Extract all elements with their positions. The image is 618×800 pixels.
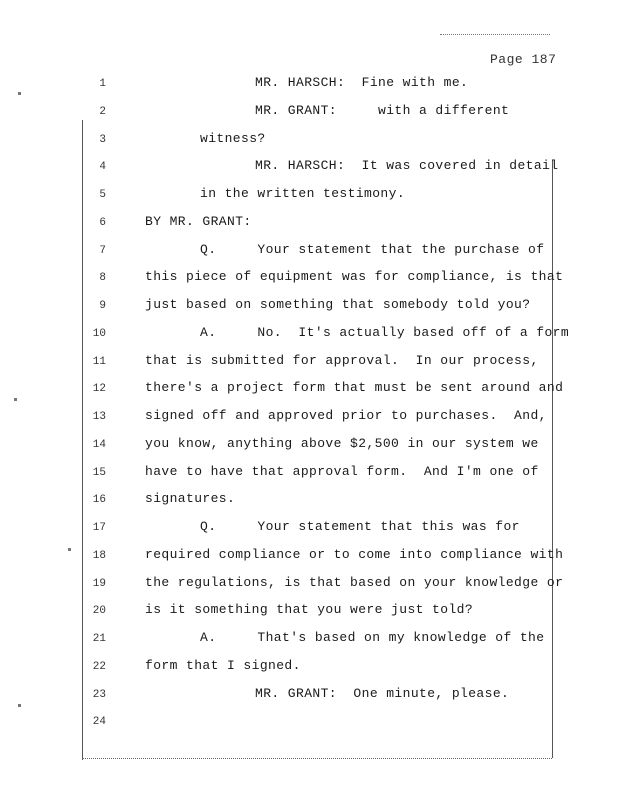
line-text: A. That's based on my knowledge of the <box>200 630 545 645</box>
transcript-line <box>0 408 618 428</box>
line-text: signatures. <box>145 491 236 506</box>
line-number: 8 <box>99 272 106 284</box>
line-number: 13 <box>92 411 106 423</box>
page-number: Page 187 <box>490 52 557 67</box>
line-text: in the written testimony. <box>200 186 406 201</box>
line-number: 17 <box>92 522 106 534</box>
line-number: 19 <box>92 578 106 590</box>
line-number: 12 <box>92 383 106 395</box>
header-scan-mark <box>440 34 550 37</box>
line-text: have to have that approval form. And I'm one of <box>145 464 539 479</box>
line-number: 3 <box>99 134 106 146</box>
line-number: 6 <box>99 217 106 229</box>
line-text: signed off and approved prior to purchases. And, <box>145 408 547 423</box>
line-number: 16 <box>92 494 106 506</box>
line-number: 11 <box>92 356 106 368</box>
transcript-line <box>0 380 618 400</box>
line-text: witness? <box>200 131 266 146</box>
transcript-line <box>0 575 618 595</box>
line-number: 14 <box>92 439 106 451</box>
line-number: 22 <box>92 661 106 673</box>
line-number: 4 <box>99 161 106 173</box>
transcript-line <box>0 186 618 206</box>
line-number: 24 <box>92 716 106 728</box>
transcript-line <box>0 686 618 706</box>
transcript-line <box>0 436 618 456</box>
line-text: MR. HARSCH: It was covered in detail <box>255 158 559 173</box>
transcript-line <box>0 297 618 317</box>
line-text: BY MR. GRANT: <box>145 214 252 229</box>
line-text: MR. HARSCH: Fine with me. <box>255 75 469 90</box>
transcript-line <box>0 131 618 151</box>
transcript-line <box>0 103 618 123</box>
line-number: 9 <box>99 300 106 312</box>
transcript-line <box>0 214 618 234</box>
line-text: MR. GRANT: with a different <box>255 103 510 118</box>
transcript-line <box>0 602 618 622</box>
line-number: 18 <box>92 550 106 562</box>
transcript-line <box>0 630 618 650</box>
line-text: that is submitted for approval. In our process, <box>145 353 539 368</box>
line-number: 5 <box>99 189 106 201</box>
transcript-line <box>0 547 618 567</box>
transcript-line <box>0 269 618 289</box>
line-number: 2 <box>99 106 106 118</box>
line-number: 15 <box>92 467 106 479</box>
line-number: 7 <box>99 245 106 257</box>
line-text: this piece of equipment was for compliance, is that <box>145 269 564 284</box>
transcript-line <box>0 658 618 678</box>
transcript-line <box>0 713 618 733</box>
line-number: 10 <box>92 328 106 340</box>
line-text: MR. GRANT: One minute, please. <box>255 686 510 701</box>
transcript-line <box>0 464 618 484</box>
line-number: 23 <box>92 689 106 701</box>
line-text: there's a project form that must be sent around and <box>145 380 564 395</box>
transcript-line <box>0 491 618 511</box>
line-text: Q. Your statement that the purchase of <box>200 242 545 257</box>
transcript-line <box>0 75 618 95</box>
line-text: you know, anything above $2,500 in our system we <box>145 436 539 451</box>
transcript-line <box>0 353 618 373</box>
transcript-line <box>0 158 618 178</box>
line-text: just based on something that somebody told you? <box>145 297 531 312</box>
transcript-line <box>0 325 618 345</box>
line-text: form that I signed. <box>145 658 301 673</box>
bottom-margin-rule <box>82 758 552 759</box>
line-number: 1 <box>99 78 106 90</box>
line-text: A. No. It's actually based off of a form <box>200 325 570 340</box>
line-number: 20 <box>92 605 106 617</box>
line-text: required compliance or to come into compliance with <box>145 547 564 562</box>
line-text: the regulations, is that based on your knowledge or <box>145 575 564 590</box>
line-text: is it something that you were just told? <box>145 602 474 617</box>
transcript-line <box>0 242 618 262</box>
transcript-line <box>0 519 618 539</box>
line-number: 21 <box>92 633 106 645</box>
line-text: Q. Your statement that this was for <box>200 519 520 534</box>
